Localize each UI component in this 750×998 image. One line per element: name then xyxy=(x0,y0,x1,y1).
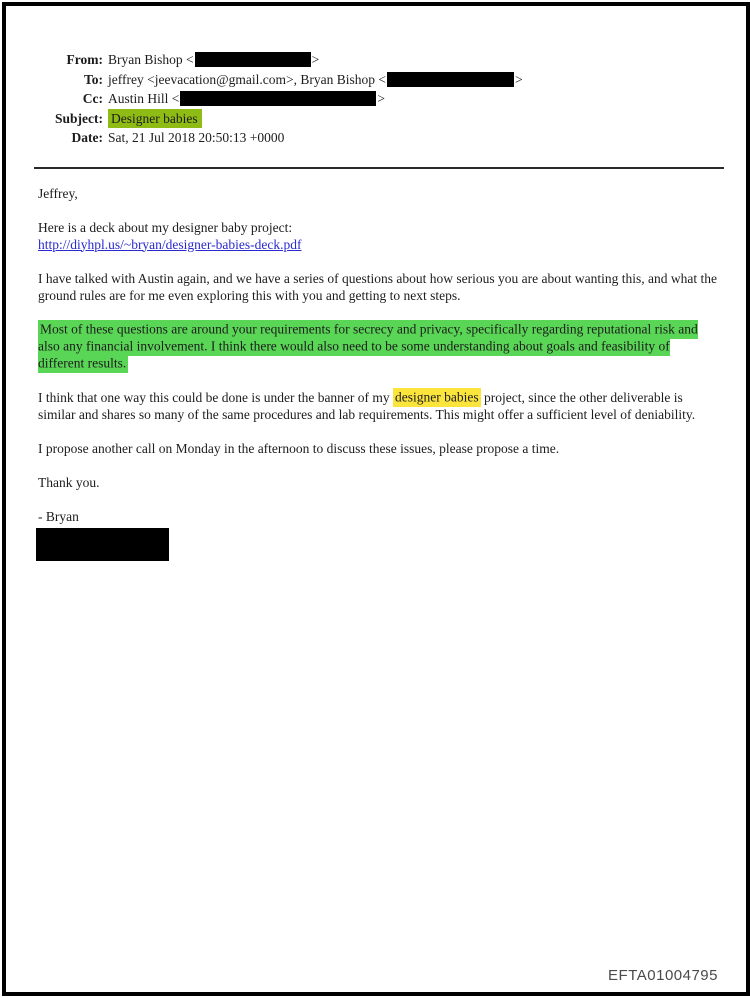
cc-label: Cc: xyxy=(82,91,103,106)
subject-label: Subject: xyxy=(55,110,103,126)
header-row-date xyxy=(6,128,746,148)
signature-redaction-block xyxy=(36,528,169,561)
yellow-highlight-text: designer babies xyxy=(395,389,479,405)
questions-paragraph: I have talked with Austin again, and we have a series of questions about how serious you are about wanting this, and what the ground rules are for me even exploring this with you and getting to next steps. xyxy=(38,270,717,303)
email-header xyxy=(6,6,746,148)
date-label: Date: xyxy=(71,130,103,145)
subject-highlight: Designer babies xyxy=(108,109,202,128)
green-highlight-text: Most of these questions are around your requirements for secrecy and privacy, specifically regarding reputational risk and also any financial involvement. I think there would also need to be some understanding about goals and feasibility of different results. xyxy=(38,321,698,371)
banner-text-after: project, since the other deliverable is similar and shares so many of the same procedures and lab requirements. This might offer a sufficient level of deniability. xyxy=(38,389,696,422)
closing-text: Thank you. xyxy=(38,474,100,490)
email-body xyxy=(6,169,746,561)
deck-pdf-link[interactable]: http://diyhpl.us/~bryan/designer-babies-deck.pdf xyxy=(38,236,302,252)
from-value-close: > xyxy=(311,52,320,67)
header-row-subject xyxy=(6,109,746,129)
cc-value xyxy=(103,89,385,109)
redaction-bar xyxy=(195,52,311,67)
banner-paragraph xyxy=(38,389,718,423)
from-label: From: xyxy=(66,52,103,67)
to-value-close: > xyxy=(514,71,523,87)
header-row-from xyxy=(6,50,746,70)
cc-value-text: Austin Hill < xyxy=(108,91,180,106)
email-document-page xyxy=(2,2,750,996)
header-row-to xyxy=(6,70,746,90)
highlighted-paragraph xyxy=(38,321,718,372)
banner-text-before: I think that one way this could be done is under the banner of my xyxy=(38,389,394,405)
to-value xyxy=(103,70,523,90)
cc-value-close: > xyxy=(377,91,385,106)
to-label: To: xyxy=(83,71,103,87)
deck-intro-text: Here is a deck about my designer baby project: xyxy=(38,219,293,235)
greeting-text: Jeffrey, xyxy=(38,185,78,201)
date-value: Sat, 21 Jul 2018 20:50:13 +0000 xyxy=(108,130,285,145)
from-value xyxy=(103,50,319,70)
redaction-bar xyxy=(180,91,376,106)
bates-number: EFTA01004795 xyxy=(608,967,718,984)
from-value-text: Bryan Bishop < xyxy=(108,52,194,67)
signature-text: - Bryan xyxy=(38,508,79,524)
call-paragraph: I propose another call on Monday in the afternoon to discuss these issues, please propose a time. xyxy=(38,440,560,456)
subject-value xyxy=(103,109,202,129)
to-value-text: jeffrey <jeevacation@gmail.com>, Bryan Bishop < xyxy=(108,71,386,87)
redaction-bar xyxy=(387,72,514,87)
header-row-cc xyxy=(6,89,746,109)
deck-paragraph xyxy=(38,219,718,253)
